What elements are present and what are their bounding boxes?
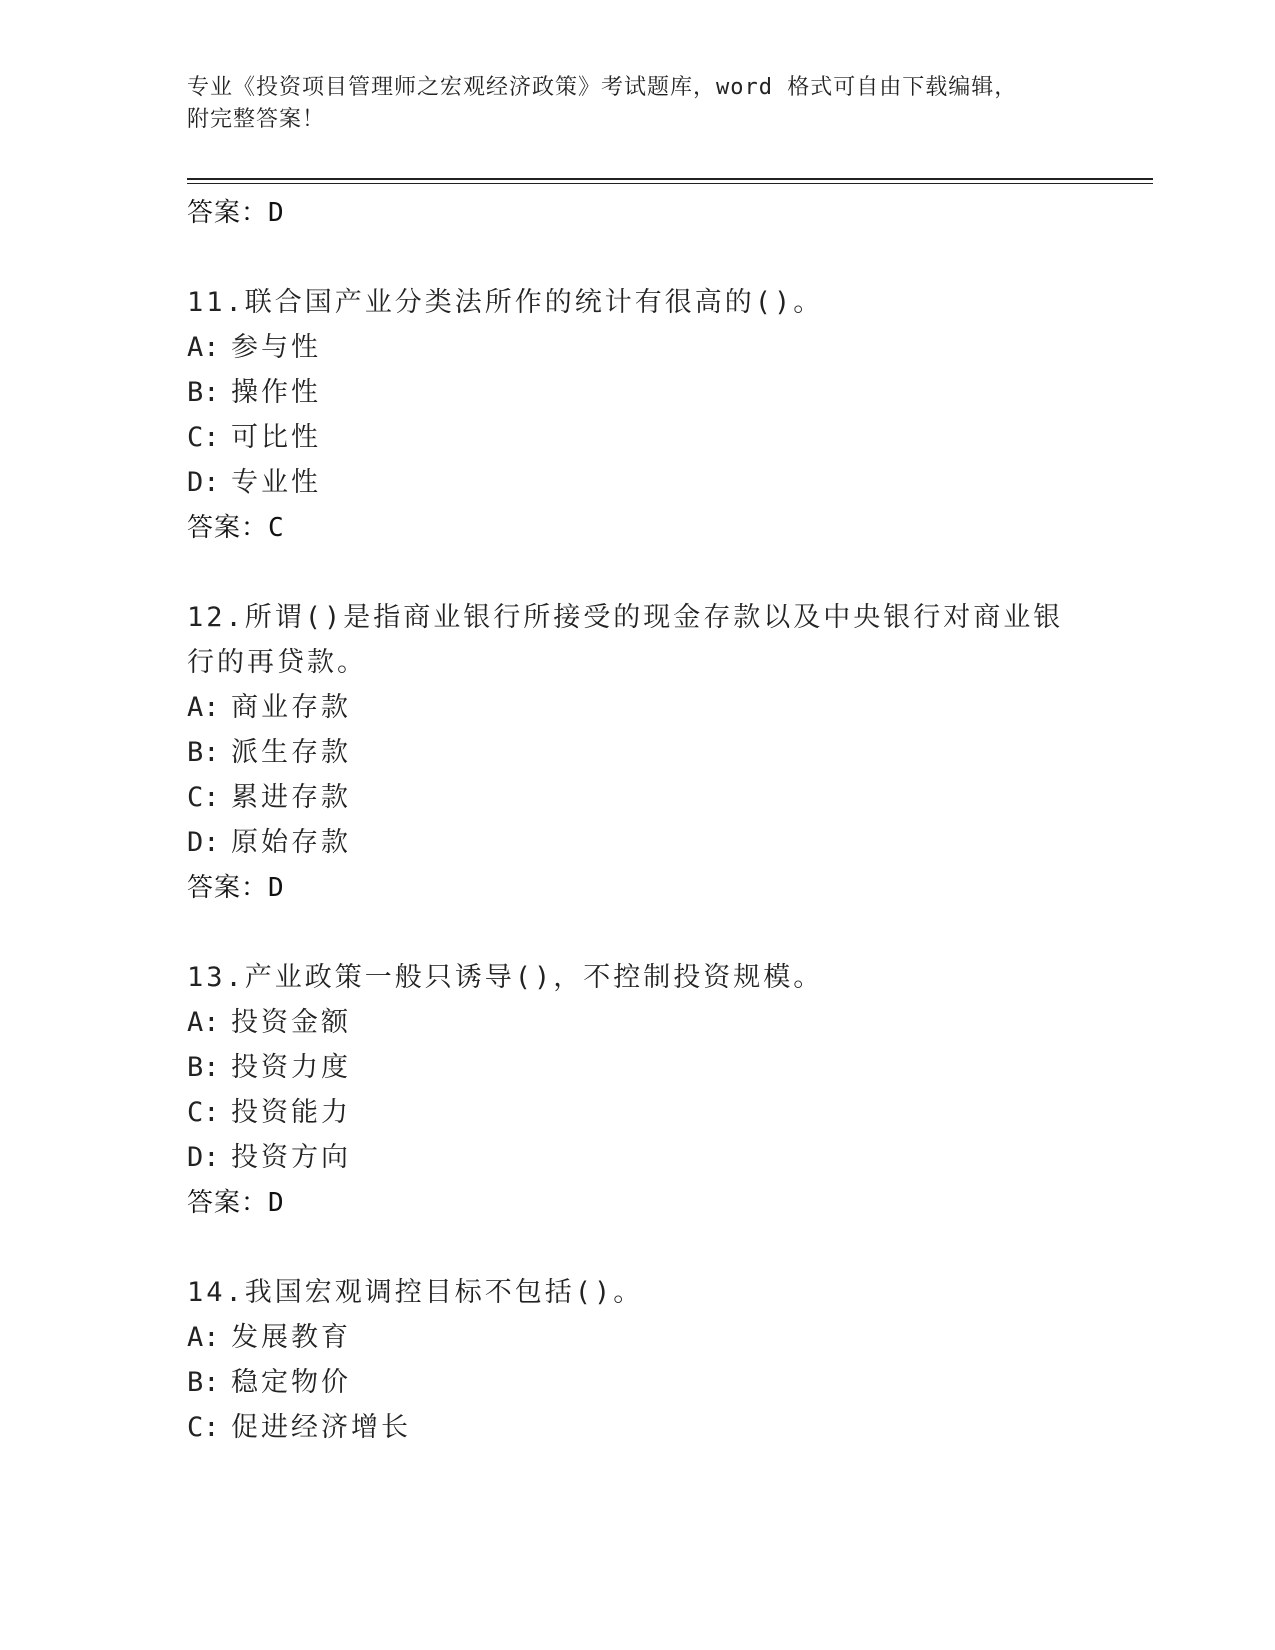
option-text: 可比性	[231, 422, 321, 453]
option-text: 操作性	[231, 377, 321, 408]
document-header	[187, 72, 1087, 136]
question-11	[187, 280, 1087, 551]
option-text: 原始存款	[231, 827, 351, 858]
option-key: D:	[187, 827, 220, 858]
option-key: A:	[187, 1322, 220, 1353]
question-12	[187, 595, 1087, 911]
option-key: B:	[187, 737, 220, 768]
option-b	[187, 730, 1087, 775]
option-key: C:	[187, 422, 220, 453]
answer-value: D	[268, 198, 285, 228]
question-stem: 11.联合国产业分类法所作的统计有很高的()。	[187, 287, 824, 318]
question-stem: 13.产业政策一般只诱导()，不控制投资规模。	[187, 962, 824, 993]
question-stem: 12.所谓()是指商业银行所接受的现金存款以及中央银行对商业银行的再贷款。	[187, 602, 1064, 678]
option-c	[187, 775, 1087, 820]
option-key: C:	[187, 782, 220, 813]
option-key: B:	[187, 377, 220, 408]
option-key: D:	[187, 1142, 220, 1173]
answer-label: 答案：	[187, 198, 269, 228]
option-text: 促进经济增长	[231, 1412, 411, 1443]
answer-label: 答案：	[187, 1188, 269, 1218]
option-text: 投资能力	[231, 1097, 351, 1128]
option-a	[187, 685, 1087, 730]
option-key: D:	[187, 467, 220, 498]
answer-line	[187, 1180, 1087, 1226]
question-stem: 14.我国宏观调控目标不包括()。	[187, 1277, 644, 1308]
option-text: 稳定物价	[231, 1367, 351, 1398]
option-d	[187, 460, 1087, 505]
option-key: A:	[187, 692, 220, 723]
answer-value: D	[268, 1188, 285, 1218]
option-key: C:	[187, 1097, 220, 1128]
option-key: B:	[187, 1367, 220, 1398]
question-13	[187, 955, 1087, 1226]
option-text: 累进存款	[231, 782, 351, 813]
question-14	[187, 1270, 1087, 1450]
answer-label: 答案：	[187, 513, 269, 543]
option-c	[187, 1405, 1087, 1450]
option-text: 投资金额	[231, 1007, 351, 1038]
option-d	[187, 820, 1087, 865]
option-b	[187, 370, 1087, 415]
option-b	[187, 1360, 1087, 1405]
option-text: 派生存款	[231, 737, 351, 768]
option-key: B:	[187, 1052, 220, 1083]
option-key: C:	[187, 1412, 220, 1443]
header-rule-thick	[187, 178, 1153, 180]
header-line-1: 专业《投资项目管理师之宏观经济政策》考试题库，word 格式可自由下载编辑，	[187, 75, 1018, 100]
answer-line	[187, 505, 1087, 551]
answer-value: C	[268, 513, 285, 543]
option-a	[187, 325, 1087, 370]
option-text: 投资方向	[231, 1142, 351, 1173]
option-key: A:	[187, 1007, 220, 1038]
answer-line	[187, 865, 1087, 911]
option-c	[187, 1090, 1087, 1135]
option-c	[187, 415, 1087, 460]
answer-line	[187, 190, 1087, 236]
answer-value: D	[268, 873, 285, 903]
question-list	[187, 190, 1087, 1450]
option-d	[187, 1135, 1087, 1180]
header-rule-thin	[187, 183, 1153, 184]
option-b	[187, 1045, 1087, 1090]
option-text: 专业性	[231, 467, 321, 498]
option-text: 商业存款	[231, 692, 351, 723]
option-text: 投资力度	[231, 1052, 351, 1083]
option-a	[187, 1000, 1087, 1045]
option-a	[187, 1315, 1087, 1360]
option-text: 发展教育	[231, 1322, 351, 1353]
answer-label: 答案：	[187, 873, 269, 903]
option-text: 参与性	[231, 332, 321, 363]
option-key: A:	[187, 332, 220, 363]
header-line-2: 附完整答案！	[187, 107, 326, 132]
